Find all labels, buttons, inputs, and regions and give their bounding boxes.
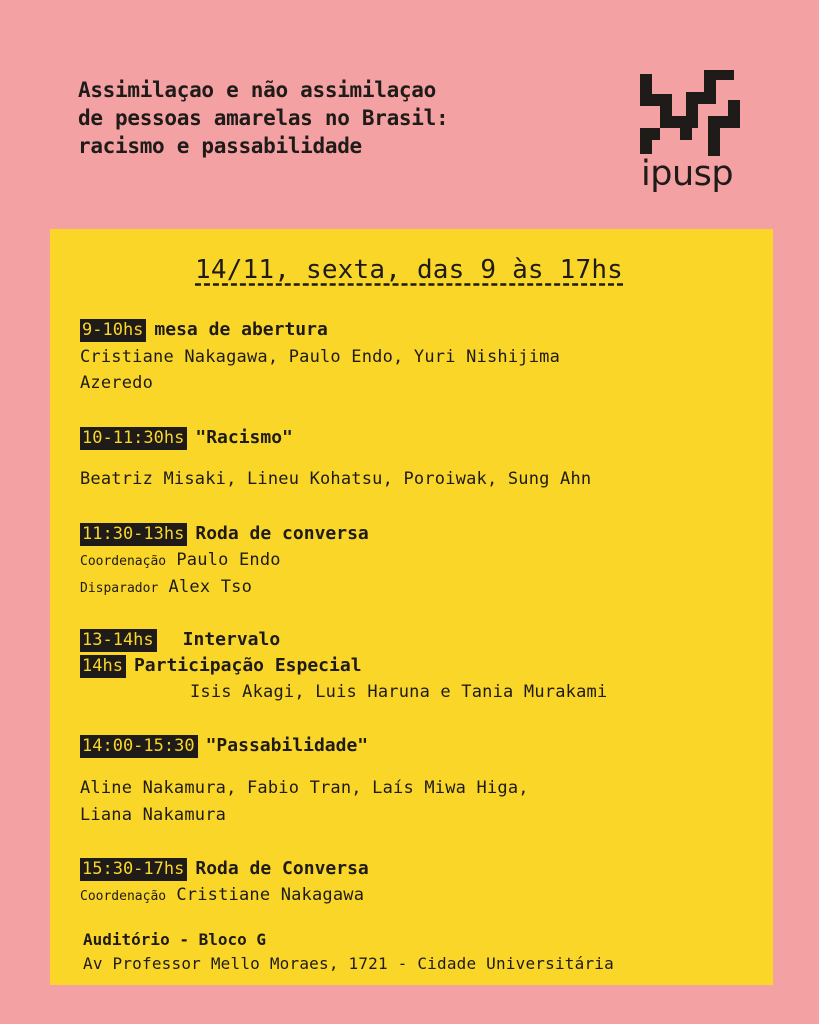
session-heading: Participação Especial bbox=[133, 655, 362, 676]
session-heading: Roda de conversa bbox=[195, 523, 369, 544]
role-label: Coordenação bbox=[80, 889, 167, 904]
session-6-names-cont: Liana Nakamura bbox=[80, 805, 227, 825]
session-4-header bbox=[80, 629, 280, 652]
session-1-names: Cristiane Nakagawa, Paulo Endo, Yuri Nishijima bbox=[80, 347, 561, 367]
person-name: Cristiane Nakagawa bbox=[176, 885, 365, 905]
person-name: Paulo Endo bbox=[176, 550, 281, 570]
schedule-panel bbox=[50, 229, 773, 985]
event-title bbox=[78, 76, 598, 160]
session-7-coordination bbox=[80, 885, 364, 905]
time-badge: 9-10hs bbox=[80, 319, 146, 342]
time-badge: 11:30-13hs bbox=[80, 523, 187, 546]
session-heading: Intervalo bbox=[182, 629, 281, 650]
session-heading: Roda de Conversa bbox=[195, 858, 369, 879]
time-badge: 14hs bbox=[80, 655, 126, 678]
venue-name: Auditório - Bloco G bbox=[83, 930, 267, 949]
title-line-3: racismo e passabilidade bbox=[78, 134, 362, 158]
session-heading: "Passabilidade" bbox=[205, 735, 369, 756]
time-badge: 10-11:30hs bbox=[80, 427, 187, 450]
role-label: Disparador bbox=[80, 581, 159, 596]
session-5-names: Isis Akagi, Luis Haruna e Tania Murakami bbox=[190, 682, 608, 702]
logo-text: ipusp bbox=[641, 154, 734, 194]
session-5-header bbox=[80, 655, 362, 678]
session-1-header bbox=[80, 319, 328, 342]
event-date: 14/11, sexta, das 9 às 17hs bbox=[195, 255, 624, 285]
time-badge: 15:30-17hs bbox=[80, 858, 187, 881]
session-7-header bbox=[80, 858, 369, 881]
session-heading: mesa de abertura bbox=[154, 319, 328, 340]
title-line-2: de pessoas amarelas no Brasil: bbox=[78, 106, 449, 130]
time-badge: 14:00-15:30 bbox=[80, 735, 198, 758]
venue-address: Av Professor Mello Moraes, 1721 - Cidade Universitária bbox=[83, 954, 614, 973]
session-3-coordination bbox=[80, 550, 281, 570]
ipusp-logo-icon bbox=[638, 70, 742, 160]
session-2-names: Beatriz Misaki, Lineu Kohatsu, Poroiwak, Sung Ahn bbox=[80, 469, 592, 489]
session-heading: "Racismo" bbox=[195, 427, 293, 448]
session-2-header bbox=[80, 427, 293, 450]
session-6-names: Aline Nakamura, Fabio Tran, Laís Miwa Higa, bbox=[80, 778, 529, 798]
ipusp-logo bbox=[638, 70, 742, 198]
time-badge: 13-14hs bbox=[80, 629, 157, 652]
session-1-names-cont: Azeredo bbox=[80, 373, 154, 393]
session-3-trigger bbox=[80, 577, 252, 597]
role-label: Coordenação bbox=[80, 554, 167, 569]
session-6-header bbox=[80, 735, 368, 758]
title-line-1: Assimilaçao e não assimilaçao bbox=[78, 78, 436, 102]
session-3-header bbox=[80, 523, 369, 546]
person-name: Alex Tso bbox=[168, 577, 253, 597]
